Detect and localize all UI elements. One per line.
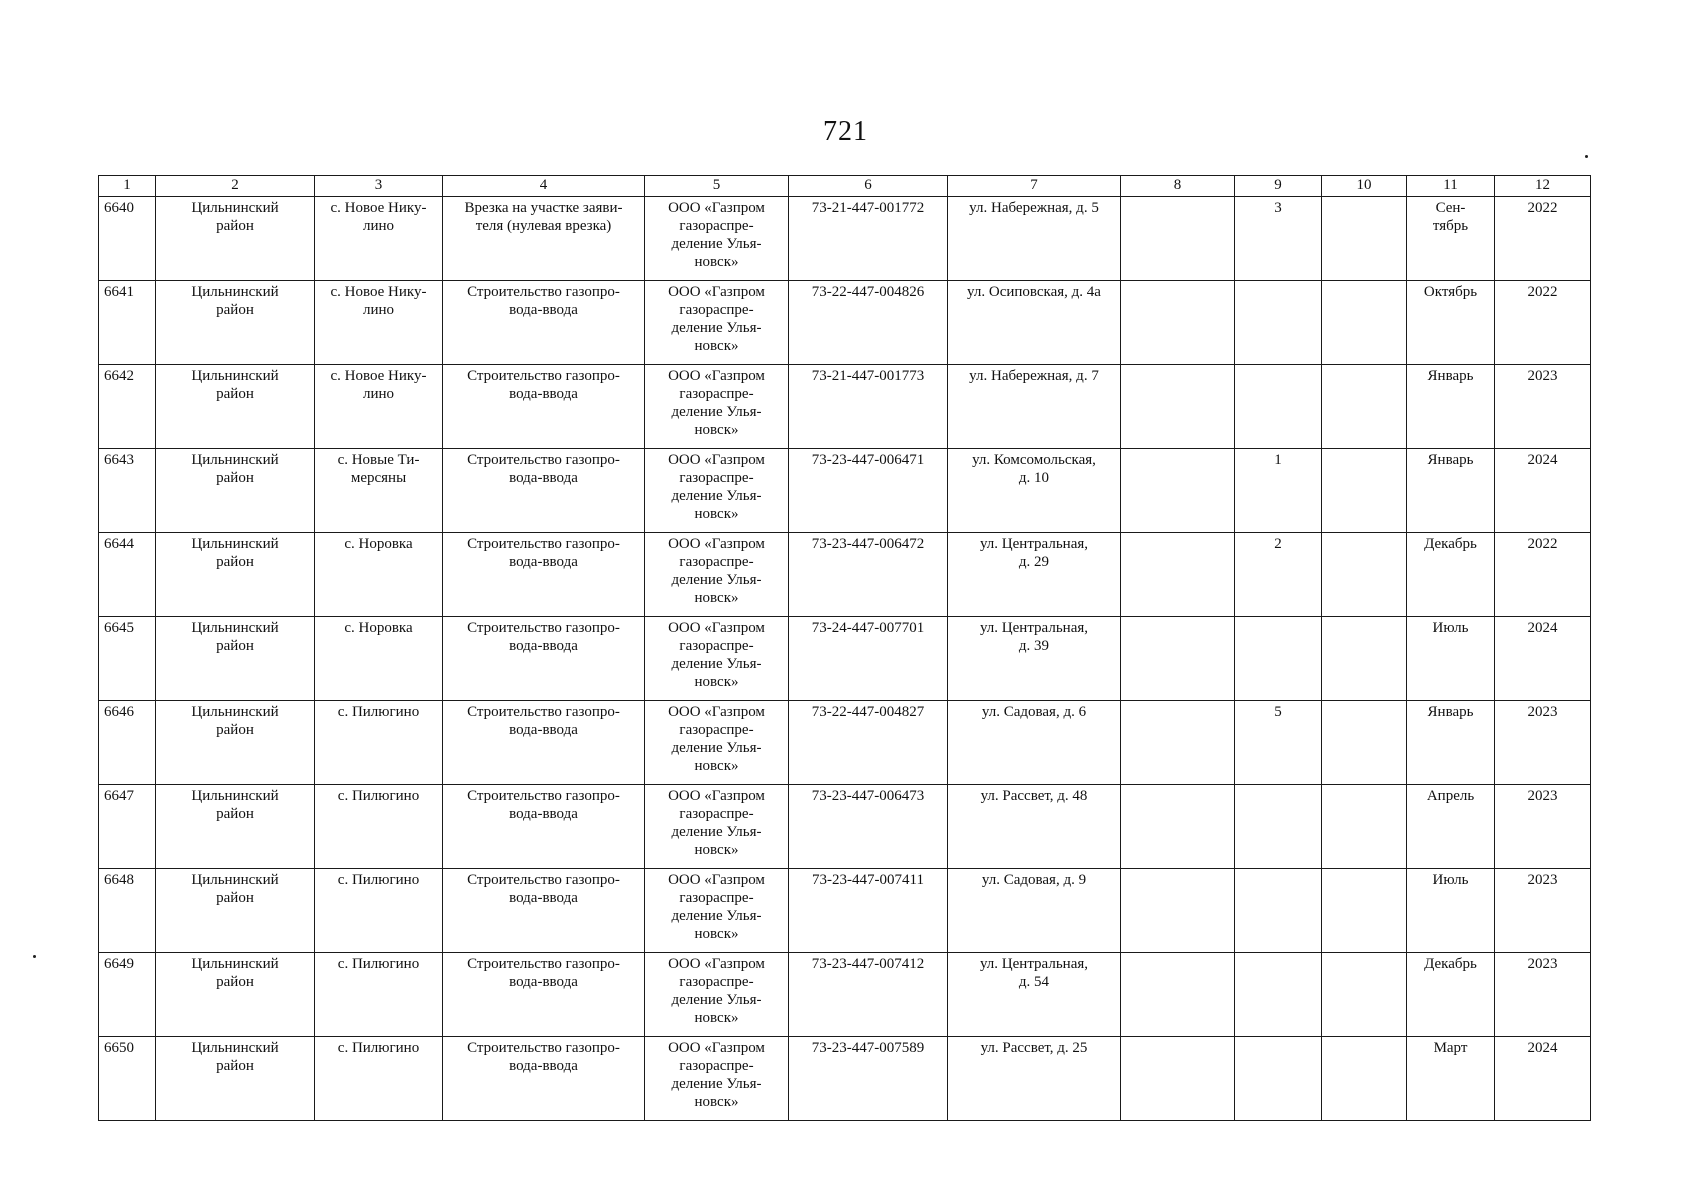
year-cell: 2022 bbox=[1495, 533, 1591, 617]
record-number-cell: 6642 bbox=[99, 365, 156, 449]
column-header-10: 10 bbox=[1322, 176, 1407, 197]
organization-cell: ООО «Газпром газораспре- деление Улья- новск» bbox=[645, 785, 789, 869]
organization-cell: ООО «Газпром газораспре- деление Улья- новск» bbox=[645, 869, 789, 953]
col-10-cell bbox=[1322, 365, 1407, 449]
month-cell: Декабрь bbox=[1407, 533, 1495, 617]
col-9-cell bbox=[1235, 617, 1322, 701]
table-row bbox=[99, 701, 1591, 785]
col-8-cell bbox=[1121, 869, 1235, 953]
address-cell: ул. Садовая, д. 9 bbox=[948, 869, 1121, 953]
col-8-cell bbox=[1121, 281, 1235, 365]
address-cell: ул. Центральная, д. 29 bbox=[948, 533, 1121, 617]
col-9-cell bbox=[1235, 365, 1322, 449]
year-cell: 2023 bbox=[1495, 365, 1591, 449]
month-cell: Апрель bbox=[1407, 785, 1495, 869]
address-cell: ул. Рассвет, д. 25 bbox=[948, 1037, 1121, 1121]
settlement-cell: с. Новое Нику- лино bbox=[315, 197, 443, 281]
column-header-3: 3 bbox=[315, 176, 443, 197]
month-cell: Сен- тябрь bbox=[1407, 197, 1495, 281]
organization-cell: ООО «Газпром газораспре- деление Улья- новск» bbox=[645, 701, 789, 785]
work-type-cell: Строительство газопро- вода-ввода bbox=[443, 533, 645, 617]
record-number-cell: 6641 bbox=[99, 281, 156, 365]
organization-cell: ООО «Газпром газораспре- деление Улья- новск» bbox=[645, 197, 789, 281]
settlement-cell: с. Норовка bbox=[315, 533, 443, 617]
settlement-cell: с. Новое Нику- лино bbox=[315, 281, 443, 365]
address-cell: ул. Комсомольская, д. 10 bbox=[948, 449, 1121, 533]
col-8-cell bbox=[1121, 701, 1235, 785]
column-header-5: 5 bbox=[645, 176, 789, 197]
work-type-cell: Строительство газопро- вода-ввода bbox=[443, 617, 645, 701]
record-number-cell: 6645 bbox=[99, 617, 156, 701]
col-9-cell: 3 bbox=[1235, 197, 1322, 281]
col-9-cell bbox=[1235, 785, 1322, 869]
settlement-cell: с. Пилюгино bbox=[315, 869, 443, 953]
address-cell: ул. Центральная, д. 39 bbox=[948, 617, 1121, 701]
organization-cell: ООО «Газпром газораспре- деление Улья- новск» bbox=[645, 533, 789, 617]
month-cell: Июль bbox=[1407, 869, 1495, 953]
column-header-8: 8 bbox=[1121, 176, 1235, 197]
col-9-cell bbox=[1235, 869, 1322, 953]
address-cell: ул. Садовая, д. 6 bbox=[948, 701, 1121, 785]
year-cell: 2022 bbox=[1495, 197, 1591, 281]
month-cell: Январь bbox=[1407, 449, 1495, 533]
year-cell: 2023 bbox=[1495, 785, 1591, 869]
registry-number-cell: 73-23-447-006471 bbox=[789, 449, 948, 533]
address-cell: ул. Набережная, д. 5 bbox=[948, 197, 1121, 281]
header-row bbox=[99, 176, 1591, 197]
col-8-cell bbox=[1121, 785, 1235, 869]
settlement-cell: с. Пилюгино bbox=[315, 785, 443, 869]
registry-number-cell: 73-23-447-006472 bbox=[789, 533, 948, 617]
settlement-cell: с. Новое Нику- лино bbox=[315, 365, 443, 449]
record-number-cell: 6647 bbox=[99, 785, 156, 869]
column-header-2: 2 bbox=[156, 176, 315, 197]
registry-number-cell: 73-21-447-001772 bbox=[789, 197, 948, 281]
record-number-cell: 6649 bbox=[99, 953, 156, 1037]
column-header-4: 4 bbox=[443, 176, 645, 197]
col-10-cell bbox=[1322, 533, 1407, 617]
col-8-cell bbox=[1121, 1037, 1235, 1121]
district-cell: Цильнинский район bbox=[156, 701, 315, 785]
district-cell: Цильнинский район bbox=[156, 617, 315, 701]
table-body bbox=[99, 197, 1591, 1121]
registry-number-cell: 73-23-447-006473 bbox=[789, 785, 948, 869]
col-10-cell bbox=[1322, 617, 1407, 701]
work-type-cell: Строительство газопро- вода-ввода bbox=[443, 1037, 645, 1121]
record-number-cell: 6643 bbox=[99, 449, 156, 533]
table-row bbox=[99, 869, 1591, 953]
work-type-cell: Строительство газопро- вода-ввода bbox=[443, 365, 645, 449]
table-row bbox=[99, 197, 1591, 281]
year-cell: 2024 bbox=[1495, 617, 1591, 701]
work-type-cell: Строительство газопро- вода-ввода bbox=[443, 869, 645, 953]
organization-cell: ООО «Газпром газораспре- деление Улья- новск» bbox=[645, 449, 789, 533]
col-8-cell bbox=[1121, 449, 1235, 533]
col-8-cell bbox=[1121, 533, 1235, 617]
address-cell: ул. Осиповская, д. 4а bbox=[948, 281, 1121, 365]
registry-number-cell: 73-23-447-007589 bbox=[789, 1037, 948, 1121]
col-10-cell bbox=[1322, 701, 1407, 785]
registry-number-cell: 73-22-447-004826 bbox=[789, 281, 948, 365]
settlement-cell: с. Новые Ти- мерсяны bbox=[315, 449, 443, 533]
table-row bbox=[99, 449, 1591, 533]
work-type-cell: Строительство газопро- вода-ввода bbox=[443, 701, 645, 785]
table-row bbox=[99, 617, 1591, 701]
month-cell: Март bbox=[1407, 1037, 1495, 1121]
table-row bbox=[99, 365, 1591, 449]
month-cell: Январь bbox=[1407, 365, 1495, 449]
year-cell: 2022 bbox=[1495, 281, 1591, 365]
settlement-cell: с. Пилюгино bbox=[315, 953, 443, 1037]
work-type-cell: Врезка на участке заяви- теля (нулевая врезка) bbox=[443, 197, 645, 281]
work-type-cell: Строительство газопро- вода-ввода bbox=[443, 281, 645, 365]
month-cell: Декабрь bbox=[1407, 953, 1495, 1037]
column-header-12: 12 bbox=[1495, 176, 1591, 197]
month-cell: Июль bbox=[1407, 617, 1495, 701]
settlement-cell: с. Пилюгино bbox=[315, 701, 443, 785]
table-row bbox=[99, 281, 1591, 365]
organization-cell: ООО «Газпром газораспре- деление Улья- новск» bbox=[645, 617, 789, 701]
table-row bbox=[99, 1037, 1591, 1121]
col-8-cell bbox=[1121, 617, 1235, 701]
year-cell: 2023 bbox=[1495, 869, 1591, 953]
registry-number-cell: 73-23-447-007411 bbox=[789, 869, 948, 953]
col-10-cell bbox=[1322, 869, 1407, 953]
district-cell: Цильнинский район bbox=[156, 785, 315, 869]
column-header-9: 9 bbox=[1235, 176, 1322, 197]
organization-cell: ООО «Газпром газораспре- деление Улья- новск» bbox=[645, 281, 789, 365]
table-row bbox=[99, 533, 1591, 617]
col-8-cell bbox=[1121, 365, 1235, 449]
record-number-cell: 6650 bbox=[99, 1037, 156, 1121]
col-9-cell: 2 bbox=[1235, 533, 1322, 617]
col-10-cell bbox=[1322, 197, 1407, 281]
record-number-cell: 6646 bbox=[99, 701, 156, 785]
address-cell: ул. Рассвет, д. 48 bbox=[948, 785, 1121, 869]
table-row bbox=[99, 953, 1591, 1037]
col-10-cell bbox=[1322, 785, 1407, 869]
year-cell: 2024 bbox=[1495, 1037, 1591, 1121]
month-cell: Январь bbox=[1407, 701, 1495, 785]
registry-number-cell: 73-21-447-001773 bbox=[789, 365, 948, 449]
organization-cell: ООО «Газпром газораспре- деление Улья- новск» bbox=[645, 365, 789, 449]
organization-cell: ООО «Газпром газораспре- деление Улья- новск» bbox=[645, 953, 789, 1037]
registry-number-cell: 73-24-447-007701 bbox=[789, 617, 948, 701]
column-header-6: 6 bbox=[789, 176, 948, 197]
district-cell: Цильнинский район bbox=[156, 533, 315, 617]
district-cell: Цильнинский район bbox=[156, 953, 315, 1037]
year-cell: 2024 bbox=[1495, 449, 1591, 533]
work-type-cell: Строительство газопро- вода-ввода bbox=[443, 449, 645, 533]
col-10-cell bbox=[1322, 1037, 1407, 1121]
col-9-cell bbox=[1235, 281, 1322, 365]
district-cell: Цильнинский район bbox=[156, 1037, 315, 1121]
district-cell: Цильнинский район bbox=[156, 449, 315, 533]
month-cell: Октябрь bbox=[1407, 281, 1495, 365]
address-cell: ул. Центральная, д. 54 bbox=[948, 953, 1121, 1037]
record-number-cell: 6648 bbox=[99, 869, 156, 953]
district-cell: Цильнинский район bbox=[156, 281, 315, 365]
col-9-cell bbox=[1235, 953, 1322, 1037]
year-cell: 2023 bbox=[1495, 701, 1591, 785]
col-9-cell bbox=[1235, 1037, 1322, 1121]
settlement-cell: с. Пилюгино bbox=[315, 1037, 443, 1121]
settlement-cell: с. Норовка bbox=[315, 617, 443, 701]
work-type-cell: Строительство газопро- вода-ввода bbox=[443, 953, 645, 1037]
registry-number-cell: 73-22-447-004827 bbox=[789, 701, 948, 785]
column-header-7: 7 bbox=[948, 176, 1121, 197]
district-cell: Цильнинский район bbox=[156, 365, 315, 449]
col-8-cell bbox=[1121, 953, 1235, 1037]
col-9-cell: 1 bbox=[1235, 449, 1322, 533]
address-cell: ул. Набережная, д. 7 bbox=[948, 365, 1121, 449]
year-cell: 2023 bbox=[1495, 953, 1591, 1037]
district-cell: Цильнинский район bbox=[156, 869, 315, 953]
scan-speck bbox=[1585, 155, 1588, 158]
work-type-cell: Строительство газопро- вода-ввода bbox=[443, 785, 645, 869]
record-number-cell: 6644 bbox=[99, 533, 156, 617]
col-10-cell bbox=[1322, 449, 1407, 533]
scan-speck bbox=[33, 955, 36, 958]
page-number: 721 bbox=[823, 116, 868, 147]
district-cell: Цильнинский район bbox=[156, 197, 315, 281]
col-10-cell bbox=[1322, 281, 1407, 365]
col-10-cell bbox=[1322, 953, 1407, 1037]
record-number-cell: 6640 bbox=[99, 197, 156, 281]
registry-number-cell: 73-23-447-007412 bbox=[789, 953, 948, 1037]
register-table bbox=[98, 175, 1591, 1121]
col-9-cell: 5 bbox=[1235, 701, 1322, 785]
table-row bbox=[99, 785, 1591, 869]
organization-cell: ООО «Газпром газораспре- деление Улья- новск» bbox=[645, 1037, 789, 1121]
column-header-11: 11 bbox=[1407, 176, 1495, 197]
col-8-cell bbox=[1121, 197, 1235, 281]
column-header-1: 1 bbox=[99, 176, 156, 197]
